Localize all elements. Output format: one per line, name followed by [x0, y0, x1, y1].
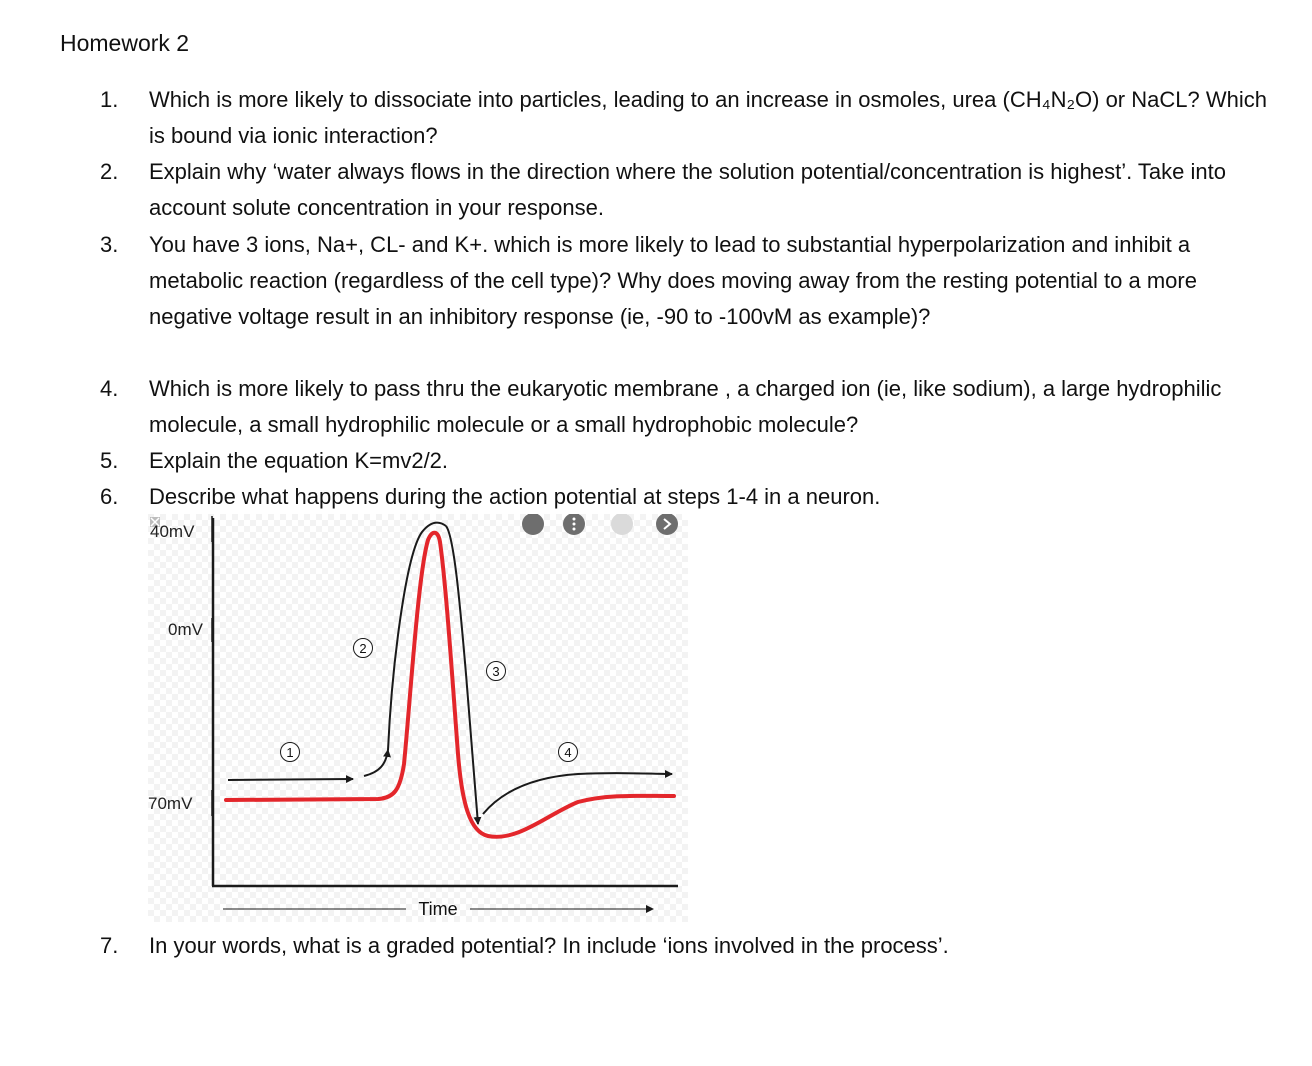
x-axis-label-time: Time [418, 899, 458, 919]
question-5 [100, 443, 1270, 479]
y-label-70mv: 70mV [148, 794, 193, 813]
y-label-0mv: 0mV [168, 620, 203, 639]
question-number: 2. [100, 159, 119, 184]
next-arrow-icon [656, 514, 678, 535]
question-4 [100, 371, 1270, 443]
question-number: 3. [100, 232, 119, 257]
question-text: Explain why ‘water always flows in the direction where the solution potential/concentration is highest’. Take into account solute concentration in your response. [149, 159, 1226, 220]
step-label-3: 3 [492, 664, 500, 679]
step-label-4: 4 [564, 745, 572, 760]
more-options-dot [573, 528, 576, 531]
question-7 [100, 928, 1270, 964]
action-potential-figure [148, 514, 688, 922]
more-options-dot [573, 523, 576, 526]
more-options-dot [573, 518, 576, 521]
question-2 [100, 154, 1270, 226]
question-1 [100, 82, 1270, 154]
question-number: 6. [100, 484, 119, 509]
prev-arrow-icon [611, 514, 633, 535]
question-text: In your words, what is a graded potential? In include ‘ions involved in the process’. [149, 933, 949, 958]
page-title: Homework 2 [60, 30, 190, 56]
transparency-background [148, 514, 688, 922]
question-text: Which is more likely to pass thru the eukaryotic membrane , a charged ion (ie, like sodium), a large hydrophilic molecule, a small hydrophilic molecule or a small hydrophobic molecule? [149, 376, 1222, 437]
question-text: Which is more likely to dissociate into particles, leading to an increase in osmoles, urea (CH₄N₂O) or NaCL? Which is bound via ionic interaction? [149, 87, 1267, 148]
lens-icon [522, 514, 544, 535]
question-6 [100, 479, 1270, 515]
question-text: Describe what happens during the action potential at steps 1-4 in a neuron. [149, 484, 881, 509]
step-label-2: 2 [359, 641, 367, 656]
question-3 [100, 227, 1270, 335]
question-text: You have 3 ions, Na+, CL- and K+. which is more likely to lead to substantial hyperpolarization and inhibit a metabolic reaction (regardless of the cell type)? Why does moving away from the resting potential to a more negative voltage result in an inhibitory response (ie, -90 to -100vM as example)? [149, 232, 1197, 329]
trace-segment-1 [228, 779, 353, 780]
y-label-40mv: 40mV [150, 522, 195, 541]
action-potential-diagram [148, 514, 688, 922]
question-text: Explain the equation K=mv2/2. [149, 448, 449, 473]
question-number: 7. [100, 933, 119, 958]
question-number: 1. [100, 87, 119, 112]
step-label-1: 1 [286, 745, 294, 760]
question-number: 4. [100, 376, 119, 401]
question-number: 5. [100, 448, 119, 473]
